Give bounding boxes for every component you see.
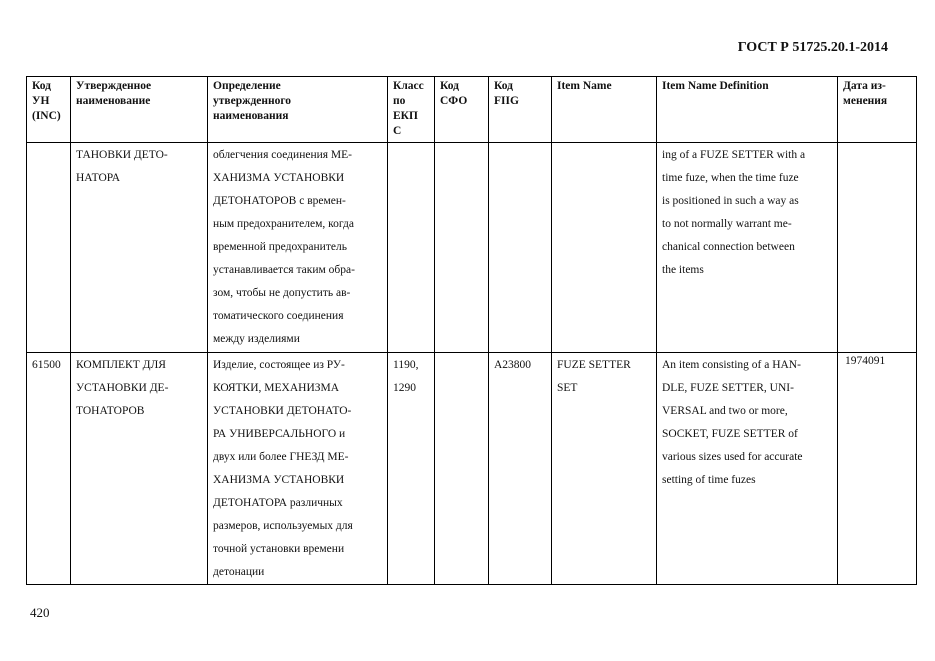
header-change-date: Дата из- менения <box>838 77 917 143</box>
cell-class <box>388 143 435 353</box>
document-title: ГОСТ Р 51725.20.1-2014 <box>737 40 888 55</box>
header-fiig: Код FIIG <box>489 77 552 143</box>
header-approved-name: Утвержденное наименование <box>71 77 208 143</box>
cell-definition: Изделие, состоящее из РУ- КОЯТКИ, МЕХАНИЗМА УСТАНОВКИ ДЕТОНАТО- РА УНИВЕРСАЛЬНОГО и двух или более ГНЕЗД МЕ- ХАНИЗМА УСТАНОВКИ ДЕТОНАТОРА различных размеров, используемых для точной установки времени детонации <box>208 353 388 585</box>
cell-item-name: FUZE SETTER SET <box>552 353 657 585</box>
cell-sfo <box>435 353 489 585</box>
cell-item-definition: ing of a FUZE SETTER with a time fuze, when the time fuze is positioned in such a way as to not normally warrant me- chanical connection between the items <box>657 143 838 353</box>
cell-fiig: A23800 <box>489 353 552 585</box>
page-number: 420 <box>30 605 50 620</box>
cell-sfo <box>435 143 489 353</box>
cell-definition: облегчения соединения МЕ- ХАНИЗМА УСТАНОВКИ ДЕТОНАТОРОВ с времен- ным предохранителем, когда временной предохранитель устанавливается таким обра- зом, чтобы не допустить ав- томатического соединения между изделиями <box>208 143 388 353</box>
header-sfo: Код СФО <box>435 77 489 143</box>
header-item-definition: Item Name Definition <box>657 77 838 143</box>
header-class: Класс по ЕКП С <box>388 77 435 143</box>
table-header-row <box>27 77 917 143</box>
header-item-name: Item Name <box>552 77 657 143</box>
catalog-table <box>26 76 917 585</box>
cell-fiig <box>489 143 552 353</box>
table-row <box>27 353 917 585</box>
header-definition: Определение утвержденного наименования <box>208 77 388 143</box>
table-row <box>27 143 917 353</box>
cell-approved-name: ТАНОВКИ ДЕТО- НАТОРА <box>71 143 208 353</box>
cell-change-date: 1974091 <box>838 353 917 585</box>
cell-inc <box>27 143 71 353</box>
cell-inc: 61500 <box>27 353 71 585</box>
cell-class: 1190, 1290 <box>388 353 435 585</box>
cell-item-definition: An item consisting of a HAN- DLE, FUZE SETTER, UNI- VERSAL and two or more, SOCKET, FUZE SETTER of various sizes used for accurate setting of time fuzes <box>657 353 838 585</box>
cell-approved-name: КОМПЛЕКТ ДЛЯ УСТАНОВКИ ДЕ- ТОНАТОРОВ <box>71 353 208 585</box>
cell-item-name <box>552 143 657 353</box>
header-inc: Код УН (INC) <box>27 77 71 143</box>
cell-change-date <box>838 143 917 353</box>
